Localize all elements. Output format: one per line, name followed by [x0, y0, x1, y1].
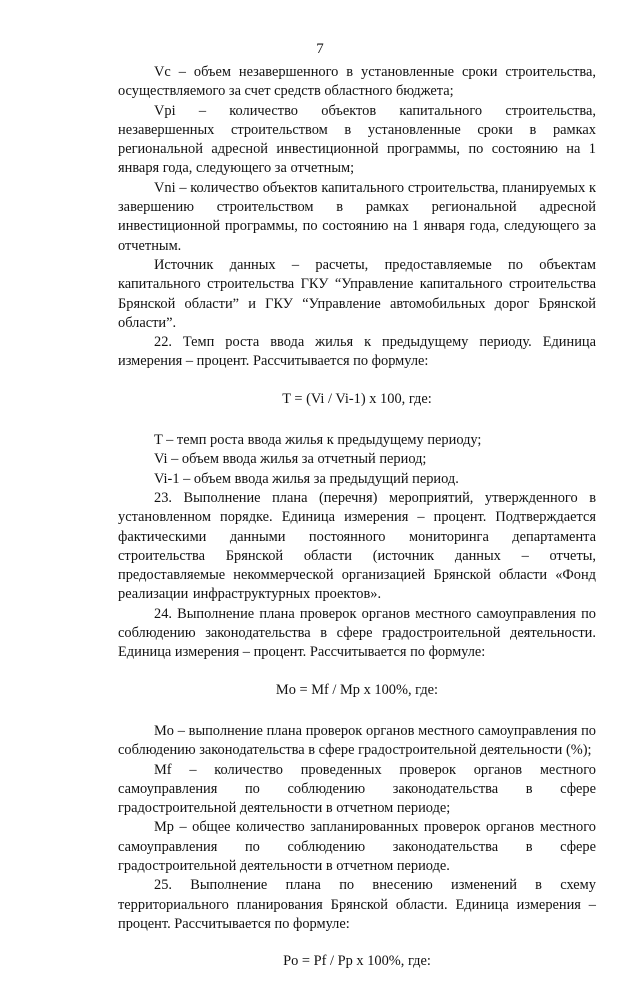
- paragraph-vc-definition: Vc – объем незавершенного в установленные сроки строительства, осуществляемого за счет средств областного бюджета;: [118, 64, 596, 100]
- formula-territorial-planning: Po = Pf / Pp x 100%, где:: [283, 953, 431, 970]
- paragraph-data-source: Источник данных – расчеты, предоставляемые по объектам капитального строительства ГКУ “Управление капитального строительства Брянской области” и ГКУ “Управление автомобильных дорог Брянской области”.: [118, 256, 596, 331]
- formula-housing-growth: T = (Vi / Vi-1) x 100, где:: [282, 390, 432, 407]
- paragraph-item-23: 23. Выполнение плана (перечня) мероприятий, утвержденного в установленном порядке. Единица измерения – процент. Подтверждается фактическими данными постоянного мониторинга департамента строительства Брянской области (источник данных – отчеты, предоставляемые некоммерческой организацией Брянской области «Фонд реализации инфраструктурных проектов».: [118, 489, 596, 603]
- paragraph-item-25: 25. Выполнение плана по внесению изменений в схему территориального планирования Брянской области. Единица измерения – процент. Рассчитывается по формуле:: [118, 877, 596, 932]
- document-body: [118, 63, 596, 993]
- paragraph-t-definition: T – темп роста ввода жилья к предыдущему периоду;: [154, 432, 482, 449]
- paragraph-item-22: 22. Темп роста ввода жилья к предыдущему периоду. Единица измерения – процент. Рассчитывается по формуле:: [118, 334, 596, 370]
- paragraph-vni-definition: Vni – количество объектов капитального строительства, планируемых к завершению строительством в рамках региональной адресной инвестиционной программы, по состоянию на 1 января года, следующего за отчетным.: [118, 179, 596, 254]
- paragraph-mp-definition: Mp – общее количество запланированных проверок органов местного самоуправления по соблюдению законодательства в сфере градостроительной деятельности в отчетном периоде.: [118, 819, 596, 874]
- paragraph-mo-definition: Mo – выполнение плана проверок органов местного самоуправления по соблюдению законодательства в сфере градостроительной деятельности (%);: [118, 722, 596, 759]
- formula-inspections: Mo = Mf / Mp x 100%, где:: [275, 681, 439, 698]
- paragraph-vi-1-definition: Vi-1 – объем ввода жилья за предыдущий период.: [154, 470, 459, 487]
- paragraph-vi-definition: Vi – объем ввода жилья за отчетный период;: [154, 451, 427, 468]
- paragraph-vpi-definition: Vpi – количество объектов капитального строительства, незавершенных строительством в установленные сроки в рамках региональной адресной инвестиционной программы, по состоянию на 1 января года, следующего за отчетным;: [118, 102, 596, 177]
- paragraph-mf-definition: Mf – количество проведенных проверок органов местного самоуправления по соблюдению законодательства в сфере градостроительной деятельности в отчетном периоде;: [118, 761, 596, 817]
- page-number: 7: [316, 41, 324, 57]
- paragraph-item-24: 24. Выполнение плана проверок органов местного самоуправления по соблюдению законодательства в сфере градостроительной деятельности. Единица измерения – процент. Рассчитывается по формуле:: [118, 605, 596, 661]
